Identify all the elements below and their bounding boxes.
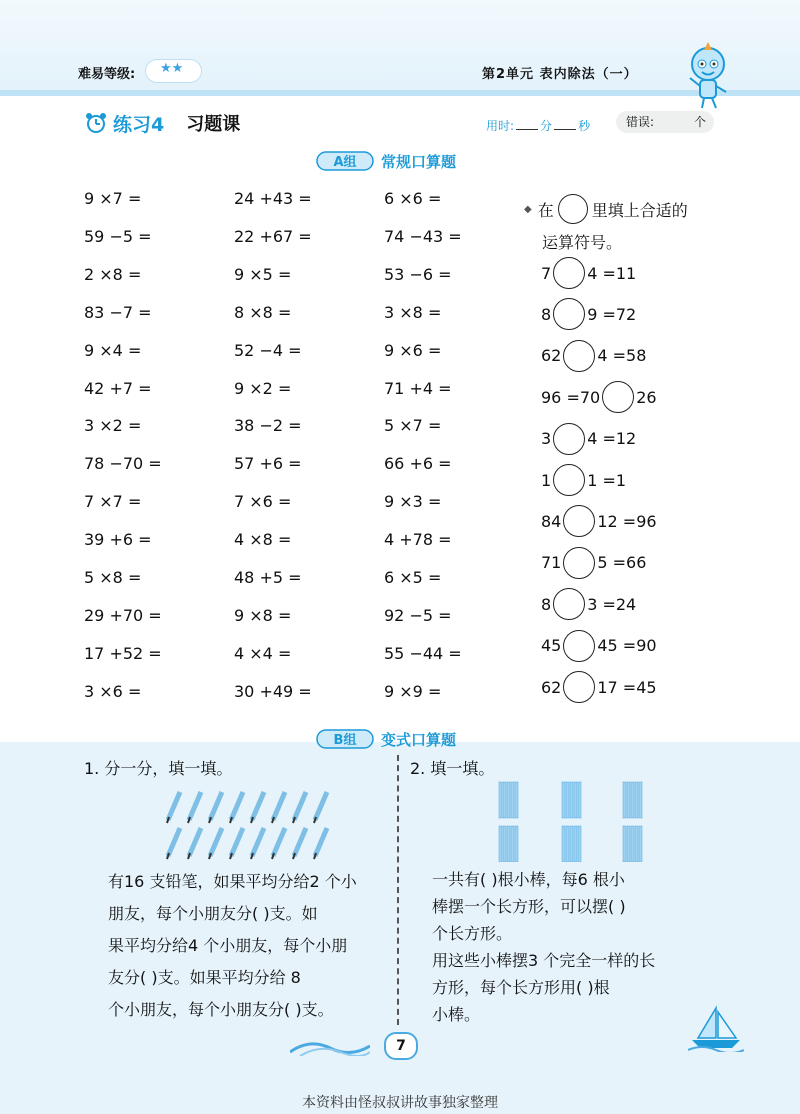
equation-item: 74 −43 = (384, 226, 462, 246)
operator-left: 71 (541, 553, 562, 573)
exercise-title (85, 110, 240, 136)
problem-1-text (108, 866, 357, 1026)
equation-item: 29 +70 = (84, 605, 162, 625)
pencil-icon (314, 792, 327, 823)
timer-field (486, 117, 590, 134)
equation-item: 66 +6 = (384, 454, 452, 474)
operator-left: 8 (541, 304, 552, 324)
errors-label: 错误: (626, 115, 655, 129)
operator-right: 5 =66 (597, 553, 647, 573)
operator-item (541, 339, 646, 373)
operator-answer-circle[interactable] (553, 588, 585, 620)
equation-item: 4 +78 = (384, 530, 452, 550)
pencil-icon (251, 828, 264, 859)
equation-item: 55 −44 = (384, 643, 462, 663)
operator-answer-circle[interactable] (563, 630, 595, 662)
equation-item: 78 −70 = (84, 454, 162, 474)
page-number: 7 (384, 1032, 418, 1060)
operator-left: 3 (541, 429, 552, 449)
equation-item: 6 ×6 = (384, 189, 442, 208)
operator-right: 9 =72 (587, 304, 637, 324)
operator-item (541, 256, 636, 290)
pencil-icon (293, 792, 306, 823)
pencil-icon (188, 828, 201, 859)
pencil-icon (230, 828, 243, 859)
stick-bundle-icon (562, 826, 581, 862)
operator-item (541, 546, 646, 580)
equation-item: 7 ×6 = (234, 492, 292, 512)
operator-answer-circle[interactable] (602, 381, 634, 413)
difficulty-cloud (145, 59, 202, 83)
operator-answer-circle[interactable] (553, 257, 585, 289)
stick-bundle-icon (499, 826, 518, 862)
operator-right: 1 =1 (587, 470, 627, 490)
problem-divider (397, 755, 399, 1025)
equation-item: 59 −5 = (84, 226, 152, 246)
equation-item: 42 +7 = (84, 378, 152, 398)
wave-icon (290, 1036, 370, 1056)
operator-answer-circle[interactable] (563, 505, 595, 537)
operator-answer-circle[interactable] (563, 340, 595, 372)
operator-left: 7 (541, 263, 552, 283)
stick-bundle-icon (623, 826, 642, 862)
equation-item: 9 ×5 = (234, 264, 292, 284)
footer-note: 本资料由怪叔叔讲故事独家整理 (302, 1095, 498, 1111)
pencil-icon (314, 828, 327, 859)
operator-right: 26 (636, 387, 657, 407)
problem-1-title: 1. 分一分，填一填。 (84, 759, 233, 778)
equation-item: 22 +67 = (234, 226, 312, 246)
instruction-text-2: 里填上合适的 (591, 200, 688, 220)
equation-item: 71 +4 = (384, 378, 452, 398)
problem-1-line: 果平均分给4 个小朋友，每个小朋 (108, 936, 348, 955)
operator-item (541, 504, 657, 538)
operator-right: 17 =45 (597, 677, 657, 697)
equation-item: 9 ×7 = (84, 189, 142, 208)
operator-right: 4 =11 (587, 263, 637, 283)
problem-2-line: 一共有( )根小棒，每6 根小 (432, 870, 625, 889)
minutes-label: 分 (540, 119, 553, 133)
operator-left: 1 (541, 470, 552, 490)
equation-item: 48 +5 = (234, 568, 302, 587)
equation-item: 24 +43 = (234, 189, 312, 208)
operator-item (541, 297, 636, 331)
section-a-header (315, 148, 456, 174)
problem-1-line: 朋友，每个小朋友分( )支。如 (108, 904, 318, 923)
errors-unit: 个 (694, 115, 707, 129)
problem-2-line: 用这些小棒摆3 个完全一样的长 (432, 951, 656, 970)
equation-item: 3 ×2 = (84, 416, 142, 436)
operator-left: 62 (541, 346, 562, 366)
equation-item: 5 ×8 = (84, 568, 142, 587)
operator-item (541, 422, 636, 456)
equation-item: 4 ×4 = (234, 643, 292, 663)
pencil-icon (293, 828, 306, 859)
problem-1-line: 有16 支铅笔，如果平均分给2 个小 (108, 872, 357, 891)
stick-bundle-icon (499, 782, 518, 818)
seconds-label: 秒 (578, 119, 591, 133)
section-b-badge-text: B组 (333, 733, 357, 748)
pencil-icon (272, 792, 285, 823)
errors-field (616, 111, 714, 133)
equation-item: 7 ×7 = (84, 492, 142, 512)
stick-bundle-icon (562, 782, 581, 818)
equation-item: 5 ×7 = (384, 416, 442, 436)
exercise-subtitle: 习题课 (186, 114, 241, 135)
minutes-blank[interactable] (516, 129, 538, 130)
operator-circle-icon (558, 194, 588, 224)
operator-right: 45 =90 (597, 636, 657, 656)
equation-item: 6 ×5 = (384, 568, 442, 587)
operator-item (541, 587, 636, 621)
equation-item: 4 ×8 = (234, 530, 292, 550)
equation-item: 9 ×9 = (384, 681, 442, 701)
operator-left: 62 (541, 677, 562, 697)
operator-left: 96 =70 (541, 387, 601, 407)
problem-2-title: 2. 填一填。 (410, 759, 495, 778)
section-a-title: 常规口算题 (381, 152, 457, 171)
operator-left: 45 (541, 636, 562, 656)
equation-item: 17 +52 = (84, 643, 162, 663)
equation-item: 3 ×8 = (384, 302, 442, 322)
equation-item: 38 −2 = (234, 416, 302, 436)
operator-item (541, 380, 657, 414)
equation-item: 3 ×6 = (84, 681, 142, 701)
equation-item: 83 −7 = (84, 302, 152, 322)
equation-item: 9 ×3 = (384, 492, 442, 512)
section-a-badge-text: A组 (333, 155, 357, 170)
pencil-icon (209, 792, 222, 823)
problem-2-line: 方形，每个长方形用( )根 (432, 978, 610, 997)
equation-item: 30 +49 = (234, 681, 312, 701)
pencils-icon (160, 788, 340, 860)
operator-answer-circle[interactable] (553, 298, 585, 330)
instruction-line-2: 运算符号。 (542, 233, 623, 252)
section-a-badge (315, 149, 375, 173)
mascot-icon (678, 40, 738, 110)
equation-item: 52 −4 = (234, 340, 302, 360)
operator-right: 12 =96 (597, 511, 657, 531)
section-b-badge (315, 727, 375, 751)
equation-item: 9 ×2 = (234, 378, 292, 398)
equation-item: 8 ×8 = (234, 302, 292, 322)
operator-right: 4 =58 (597, 346, 647, 366)
pencil-icon (272, 828, 285, 859)
operator-left: 8 (541, 594, 552, 614)
unit-title: 第2单元 表内除法（一） (482, 67, 638, 82)
pencil-icon (209, 828, 222, 859)
operator-right: 3 =24 (587, 594, 637, 614)
problem-1-line: 个小朋友，每个小朋友分( )支。 (108, 1000, 334, 1019)
equation-item: 9 ×6 = (384, 340, 442, 360)
pencil-icon (251, 792, 264, 823)
problem-2-line: 棒摆一个长方形，可以摆( ) (432, 897, 626, 916)
equation-item: 9 ×8 = (234, 605, 292, 625)
sticks-icon (497, 780, 657, 862)
operator-item (541, 670, 657, 704)
operator-left: 84 (541, 511, 562, 531)
section-b-header (315, 726, 456, 752)
operator-instruction (524, 194, 688, 224)
operator-item (541, 629, 657, 663)
pencil-icon (167, 792, 180, 823)
instruction-text-1: 在 (537, 200, 554, 220)
operator-answer-circle[interactable] (553, 464, 585, 496)
pencil-icon (167, 828, 180, 859)
pencil-icon (230, 792, 243, 823)
equation-item: 2 ×8 = (84, 264, 142, 284)
equation-item: 57 +6 = (234, 454, 302, 474)
timer-label: 用时: (486, 119, 515, 133)
equation-item: 9 ×4 = (84, 340, 142, 360)
equation-item: 39 +6 = (84, 530, 152, 550)
pencil-icon (188, 792, 201, 823)
alarm-clock-icon (85, 112, 107, 134)
operator-right: 4 =12 (587, 429, 637, 449)
difficulty-stars: ★★ (160, 61, 184, 76)
stick-bundle-icon (623, 782, 642, 818)
equation-item: 53 −6 = (384, 264, 452, 284)
operator-item (541, 463, 626, 497)
seconds-blank[interactable] (554, 129, 576, 130)
problem-2-text (432, 866, 655, 1028)
section-b-title: 变式口算题 (381, 730, 457, 749)
problem-2-line: 小棒。 (432, 1005, 481, 1024)
operator-answer-circle[interactable] (563, 671, 595, 703)
exercise-number: 练习4 (113, 113, 165, 136)
sailboat-icon (688, 1004, 744, 1052)
operator-answer-circle[interactable] (553, 423, 585, 455)
problem-2-line: 个长方形。 (432, 924, 513, 943)
diamond-bullet-icon: ◆ (524, 203, 532, 215)
problem-1-line: 友分( )支。如果平均分给 8 (108, 968, 301, 987)
difficulty-label: 难易等级: (78, 67, 136, 82)
equation-item: 92 −5 = (384, 605, 452, 625)
operator-answer-circle[interactable] (563, 547, 595, 579)
